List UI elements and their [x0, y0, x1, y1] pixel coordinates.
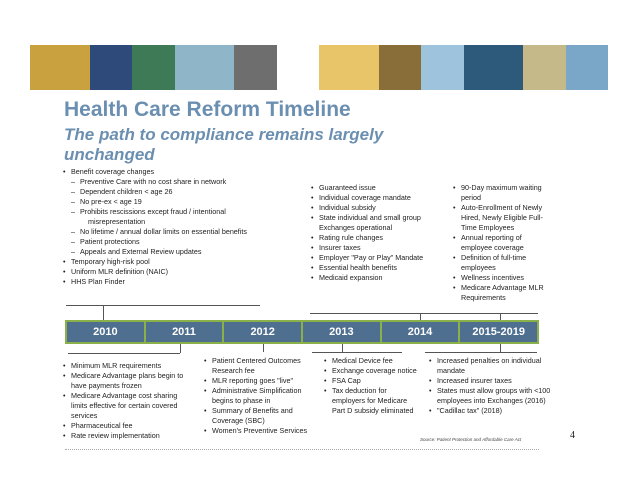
banner-photo-tile — [234, 45, 277, 90]
banner-photo-tile — [379, 45, 422, 90]
list-item: • Annual reporting of employee coverage — [452, 233, 552, 253]
page-subtitle: The path to compliance remains largely unchanged — [64, 125, 384, 164]
timeline-year-2013: 2013 — [303, 322, 382, 342]
list-item: • Medicare Advantage plans begin to have payments frozen — [62, 371, 190, 391]
connector-2011-bottom — [68, 353, 180, 354]
banner-photo-tile — [523, 45, 566, 90]
banner-photo-tile — [30, 45, 90, 90]
list-item: • Medicare Advantage MLR Requirements — [452, 283, 552, 303]
list-item: • Minimum MLR requirements — [62, 361, 190, 371]
list-item: – Prohibits rescissions except fraud / intentional — [62, 207, 282, 217]
banner-photo-tile — [421, 45, 464, 90]
page-number: 4 — [570, 430, 575, 441]
list-item: • Exchange coverage notice — [323, 366, 419, 376]
connector-2010-top — [66, 305, 260, 306]
timeline-year-2015-2019: 2015-2019 — [472, 326, 525, 338]
list-2013-provisions — [323, 356, 419, 416]
connector-2011-stem — [180, 344, 181, 353]
list-2012-provisions — [203, 356, 315, 436]
banner-photo-tile — [175, 45, 235, 90]
list-item: • Uniform MLR definition (NAIC) — [62, 267, 282, 277]
connector-2010-stem — [103, 305, 104, 320]
list-item: • Individual subsidy — [310, 203, 440, 213]
connector-2015-bottom-stem — [500, 344, 501, 352]
list-item: • State individual and small group Exchanges operational — [310, 213, 440, 233]
list-item: • States must allow groups with <100 employees into Exchanges (2016) — [428, 386, 552, 406]
connector-2014-stem — [420, 313, 421, 320]
timeline-year-2011: 2011 — [146, 322, 225, 342]
list-item: • FSA Cap — [323, 376, 419, 386]
banner-photo-tile — [319, 45, 379, 90]
list-item: • Pharmaceutical fee — [62, 421, 190, 431]
banner-photo-tile — [566, 45, 609, 90]
connector-2015-bottom — [425, 352, 537, 353]
list-item: • "Cadillac tax" (2018) — [428, 406, 552, 416]
timeline-year-2012: 2012 — [224, 322, 303, 342]
list-item: • Medical Device fee — [323, 356, 419, 366]
list-item: • Benefit coverage changes — [62, 167, 282, 177]
year-timeline — [65, 320, 539, 344]
connector-2013-stem — [342, 344, 343, 352]
list-item: – No pre-ex < age 19 — [62, 197, 282, 207]
list-item: • Individual coverage mandate — [310, 193, 440, 203]
list-item: • Medicare Advantage cost sharing limits effective for certain covered services — [62, 391, 190, 421]
timeline-year-2014: 2014 — [382, 322, 461, 342]
list-item: • Definition of full-time employees — [452, 253, 552, 273]
banner-photo-tile — [464, 45, 524, 90]
list-item: • 90-Day maximum waiting period — [452, 183, 552, 203]
list-item: • MLR reporting goes "live" — [203, 376, 315, 386]
list-item: • Auto-Enrollment of Newly Hired, Newly Eligible Full-Time Employees — [452, 203, 552, 233]
list-item: • Employer "Pay or Play" Mandate — [310, 253, 440, 263]
banner-photo-tile — [277, 45, 320, 90]
timeline-year-2010: 2010 — [67, 322, 146, 342]
list-item: • Patient Centered Outcomes Research fee — [203, 356, 315, 376]
list-item: • Rate review implementation — [62, 431, 190, 441]
header-photo-banner — [30, 45, 608, 90]
page-title: Health Care Reform Timeline — [64, 98, 351, 121]
list-item: – No lifetime / annual dollar limits on essential benefits — [62, 227, 282, 237]
connector-2013-bottom — [312, 352, 402, 353]
list-item: • Summary of Benefits and Coverage (SBC) — [203, 406, 315, 426]
footer-divider — [65, 449, 539, 450]
list-item: • Essential health benefits — [310, 263, 440, 273]
list-item: • Temporary high-risk pool — [62, 257, 282, 267]
list-item: – Preventive Care with no cost share in network — [62, 177, 282, 187]
list-2010-provisions — [62, 167, 282, 287]
list-item: • Women's Preventive Services — [203, 426, 315, 436]
list-item: • Insurer taxes — [310, 243, 440, 253]
connector-2012-stem — [263, 344, 264, 352]
connector-2015-stem — [500, 313, 501, 320]
list-item: • Guaranteed issue — [310, 183, 440, 193]
list-item: misrepresentation — [88, 217, 146, 226]
source-note: Source: Patient Protection and Affordable Care Act — [420, 437, 522, 442]
list-item: • HHS Plan Finder — [62, 277, 282, 287]
banner-photo-tile — [132, 45, 175, 90]
list-2015-later-provisions — [428, 356, 552, 416]
list-2015-provisions — [452, 183, 552, 303]
list-item: • Increased insurer taxes — [428, 376, 552, 386]
list-2011-provisions — [62, 361, 190, 441]
connector-2014-top — [310, 313, 538, 314]
banner-photo-tile — [90, 45, 133, 90]
list-item: – Patient protections — [62, 237, 282, 247]
list-item: • Tax deduction for employers for Medicare Part D subsidy eliminated — [323, 386, 419, 416]
list-item: • Increased penalties on individual mandate — [428, 356, 552, 376]
list-item: • Rating rule changes — [310, 233, 440, 243]
list-item: – Dependent children < age 26 — [62, 187, 282, 197]
list-2014-provisions — [310, 183, 440, 283]
list-item: • Medicaid expansion — [310, 273, 440, 283]
list-item: – Appeals and External Review updates — [62, 247, 282, 257]
list-item: • Wellness incentives — [452, 273, 552, 283]
list-item: • Administrative Simplification begins to phase in — [203, 386, 315, 406]
